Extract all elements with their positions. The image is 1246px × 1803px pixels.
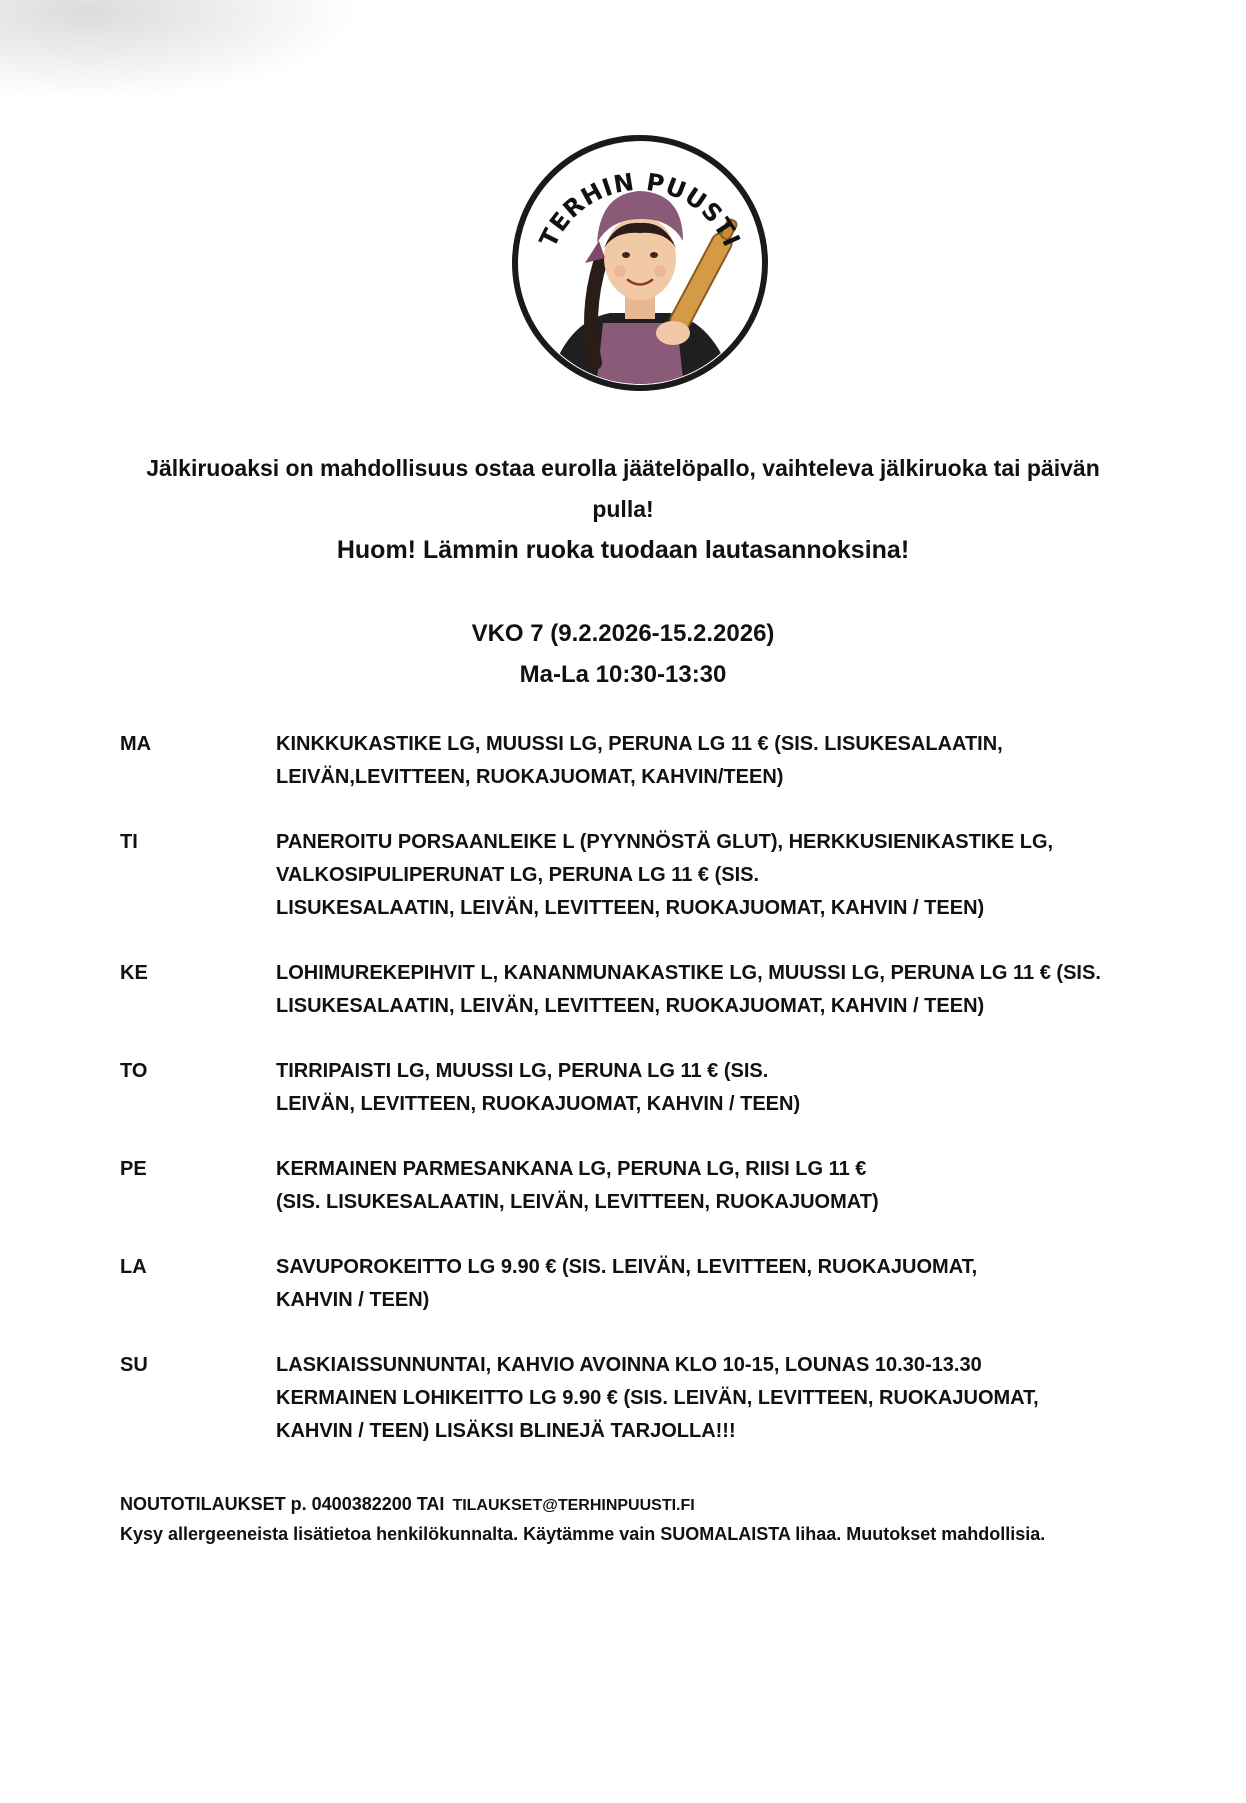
dish-line: PANEROITU PORSAANLEIKE L (PYYNNÖSTÄ GLUT), HERKKUSIENIKASTIKE LG, — [276, 831, 1054, 853]
dish-line: LASKIAISSUNNUNTAI, KAHVIO AVOINNA KLO 10-15, LOUNAS 10.30-13.30 — [276, 1354, 982, 1376]
dish-line: KAHVIN / TEEN) LISÄKSI BLINEJÄ TARJOLLA!!! — [276, 1420, 736, 1442]
orders-email[interactable]: TILAUKSET@TERHINPUUSTI.FI — [452, 1497, 695, 1514]
menu-row — [120, 1251, 1130, 1317]
lunch-menu — [120, 728, 1130, 1480]
serving-note: Huom! Lämmin ruoka tuodaan lautasannoksina! — [336, 536, 910, 564]
day-code: LA — [120, 1256, 147, 1278]
dish-line: KERMAINEN PARMESANKANA LG, PERUNA LG, RIISI LG 11 € — [276, 1158, 867, 1180]
week-title: VKO 7 (9.2.2026-15.2.2026) — [471, 620, 775, 647]
dish-description — [276, 1349, 1039, 1448]
dish-line: LOHIMUREKEPIHVIT L, KANANMUNAKASTIKE LG, MUUSSI LG, PERUNA LG 11 € (SIS. — [276, 962, 1101, 984]
dish-description — [276, 1153, 879, 1219]
baker-woman-logo — [505, 123, 775, 398]
day-code: TO — [120, 1060, 148, 1082]
dish-line: LEIVÄN,LEVITTEEN, RUOKAJUOMAT, KAHVIN/TEEN) — [276, 766, 784, 788]
day-code: PE — [120, 1158, 147, 1180]
dish-line: KAHVIN / TEEN) — [276, 1289, 430, 1311]
dish-description — [276, 826, 1053, 925]
dish-line: KERMAINEN LOHIKEITTO LG 9.90 € (SIS. LEIVÄN, LEVITTEEN, RUOKAJUOMAT, — [276, 1387, 1039, 1409]
dish-line: TIRRIPAISTI LG, MUUSSI LG, PERUNA LG 11 € (SIS. — [276, 1060, 769, 1082]
footer — [120, 1490, 1130, 1549]
dessert-note: Jälkiruoaksi on mahdollisuus ostaa eurolla jäätelöpallo, vaihteleva jälkiruoka tai päivän pulla! — [146, 455, 1100, 522]
dish-line: LISUKESALAATIN, LEIVÄN, LEVITTEEN, RUOKAJUOMAT, KAHVIN / TEEN) — [276, 995, 985, 1017]
menu-row — [120, 826, 1130, 925]
menu-row — [120, 957, 1130, 1023]
menu-row — [120, 728, 1130, 794]
day-code: SU — [120, 1354, 148, 1376]
day-code: MA — [120, 733, 152, 755]
menu-row — [120, 1153, 1130, 1219]
orders-text: NOUTOTILAUKSET p. 0400382200 TAI — [120, 1494, 445, 1514]
dish-line: LISUKESALAATIN, LEIVÄN, LEVITTEEN, RUOKAJUOMAT, KAHVIN / TEEN) — [276, 897, 985, 919]
scan-shadow — [0, 0, 360, 100]
day-code: KE — [120, 962, 148, 984]
dish-line: LEIVÄN, LEVITTEEN, RUOKAJUOMAT, KAHVIN / TEEN) — [276, 1093, 801, 1115]
dish-line: SAVUPOROKEITTO LG 9.90 € (SIS. LEIVÄN, LEVITTEEN, RUOKAJUOMAT, — [276, 1256, 978, 1278]
logo-text: TERHIN PUUSTI — [534, 167, 747, 252]
week-block — [120, 613, 1126, 695]
menu-row — [120, 1055, 1130, 1121]
day-code: TI — [120, 831, 138, 853]
opening-hours: Ma-La 10:30-13:30 — [519, 661, 727, 688]
orders-line — [120, 1490, 1130, 1520]
dish-description — [276, 1055, 800, 1121]
dish-description — [276, 957, 1101, 1023]
menu-row — [120, 1349, 1130, 1448]
dish-line: VALKOSIPULIPERUNAT LG, PERUNA LG 11 € (SIS. — [276, 864, 760, 886]
dish-description — [276, 1251, 977, 1317]
allergen-note: Kysy allergeeneista lisätietoa henkilökunnalta. Käytämme vain SUOMALAISTA lihaa. Muutokset mahdollisia. — [120, 1524, 1046, 1544]
dish-line: KINKKUKASTIKE LG, MUUSSI LG, PERUNA LG 11 € (SIS. LISUKESALAATIN, — [276, 733, 1003, 755]
dish-line: (SIS. LISUKESALAATIN, LEIVÄN, LEVITTEEN, RUOKAJUOMAT) — [276, 1191, 879, 1213]
intro-block — [120, 448, 1126, 571]
dish-description — [276, 728, 1003, 794]
logo — [505, 123, 775, 398]
